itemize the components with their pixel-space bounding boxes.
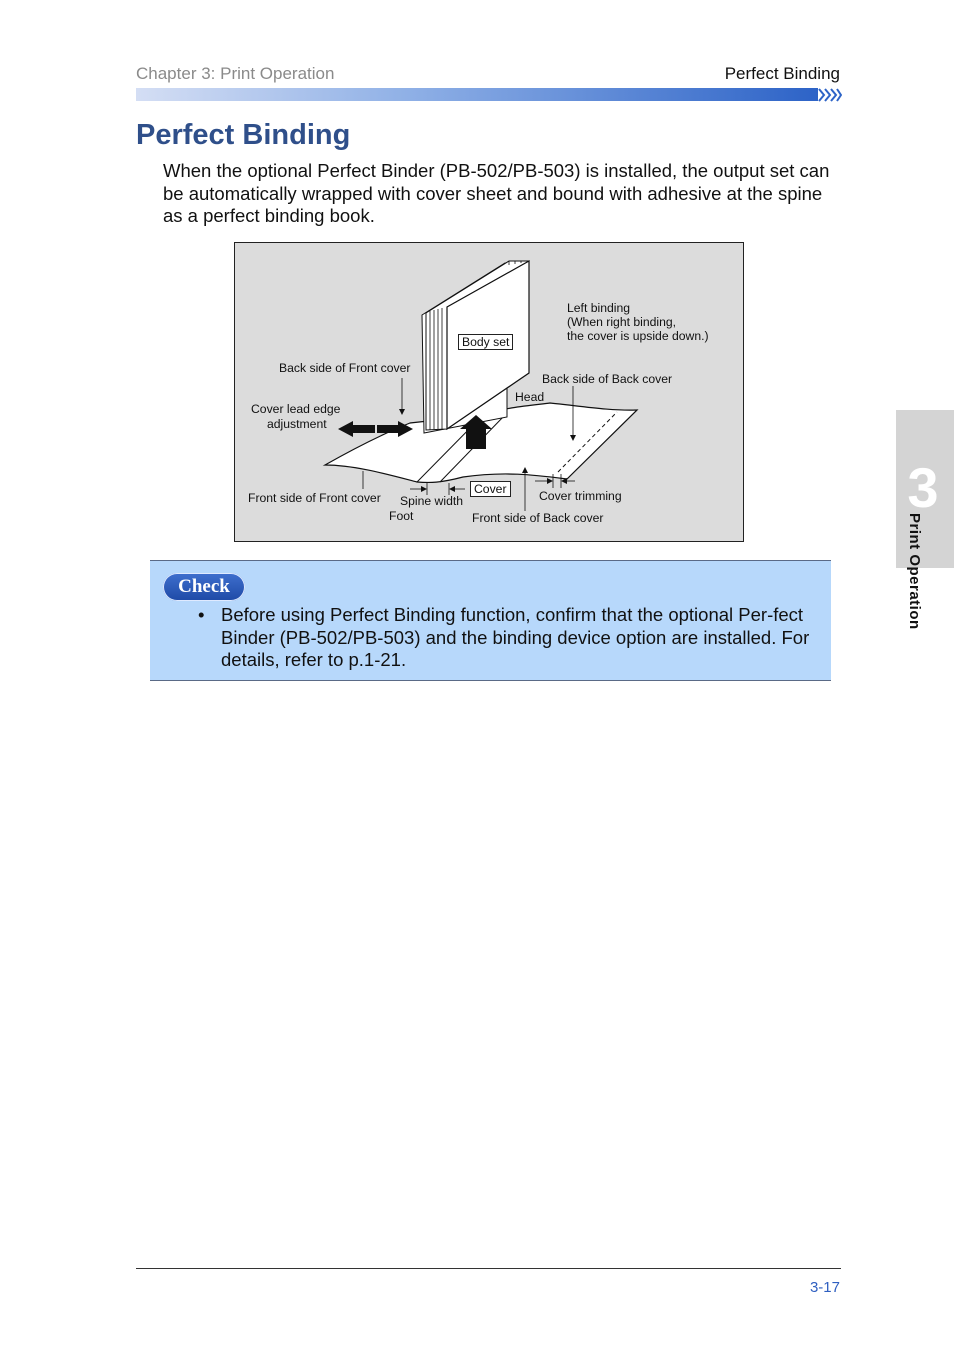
chevrons-icon	[818, 88, 842, 102]
label-front-side-front-cover: Front side of Front cover	[248, 491, 381, 505]
check-note-box	[150, 560, 831, 681]
label-front-side-back-cover: Front side of Back cover	[472, 511, 604, 525]
chapter-tab-label: Print Operation	[906, 513, 923, 630]
label-left-binding-note-1: (When right binding,	[567, 315, 677, 329]
page-title: Perfect Binding	[136, 119, 351, 151]
label-head: Head	[515, 390, 545, 404]
label-back-side-front-cover: Back side of Front cover	[279, 361, 411, 375]
label-cover: Cover	[470, 481, 511, 497]
label-body-set: Body set	[458, 334, 513, 350]
label-back-side-back-cover: Back side of Back cover	[542, 372, 673, 386]
label-cover-lead-edge: Cover lead edge	[251, 402, 341, 416]
bullet-icon: •	[198, 604, 205, 625]
label-spine-width: Spine width	[400, 494, 464, 508]
intro-paragraph: When the optional Perfect Binder (PB-502/PB-503) is installed, the output set can be automatically wrapped with cover sheet and bound with adhesive at the spine as a perfect binding book.	[163, 160, 830, 226]
header-section: Perfect Binding	[724, 64, 840, 83]
header-chapter: Chapter 3: Print Operation	[136, 64, 335, 83]
page-number: 3-17	[809, 1279, 840, 1296]
header-gradient-bar	[136, 88, 818, 101]
check-note-text: Before using Perfect Binding function, confirm that the optional Per-fect Binder (PB-502/PB-503) and the binding device option are installed. For details, refer to p.1-21.	[221, 604, 810, 670]
label-left-binding-note-2: the cover is upside down.)	[567, 329, 709, 343]
label-foot: Foot	[389, 509, 414, 523]
check-badge: Check	[163, 573, 245, 601]
label-adjustment: adjustment	[267, 417, 327, 431]
label-cover-trimming: Cover trimming	[539, 489, 622, 503]
chapter-number: 3	[907, 456, 939, 519]
perfect-binding-diagram	[234, 242, 744, 542]
label-left-binding: Left binding	[567, 301, 631, 315]
footer-divider	[136, 1268, 841, 1269]
